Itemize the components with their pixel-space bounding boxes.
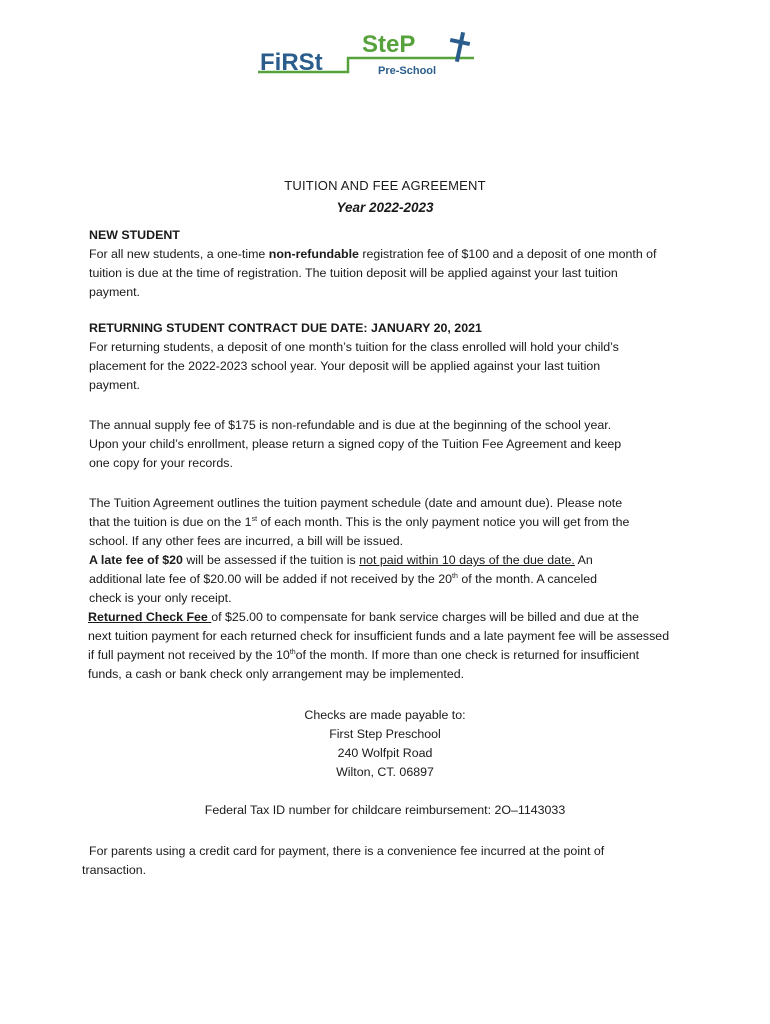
supply-line-1: The annual supply fee of $175 is non-refundable and is due at the beginning of the school year. [89, 418, 612, 432]
late-fee-bold: A late fee of $20 [89, 553, 183, 567]
text-run: of the month. A canceled [457, 572, 598, 586]
text-run: if full payment not received by the 10 [88, 648, 290, 662]
text-run: that the tuition is due on the 1 [89, 515, 252, 529]
credit-card-line-1: For parents using a credit card for payment, there is a convenience fee incurred at the point of [89, 844, 605, 858]
new-student-heading: NEW STUDENT [89, 228, 180, 242]
superscript: th [452, 573, 458, 580]
non-refundable-bold: non-refundable [268, 247, 359, 261]
supply-fee-section [89, 416, 689, 473]
new-student-line-1 [89, 245, 689, 264]
text-run: additional late fee of $20.00 will be added if not received by the 20 [89, 572, 453, 586]
returning-line-2: placement for the 2022-2023 school year. Your deposit will be applied against your last tuition [89, 359, 601, 373]
logo-subtitle: Pre-School [378, 65, 437, 77]
text-run: An [574, 553, 593, 567]
new-student-line-2: tuition is due at the time of registration. The tuition deposit will be applied against your last tuition [89, 266, 618, 280]
text-run: will be assessed if the tuition is [182, 553, 360, 567]
supply-line-2: Upon your child’s enrollment, please return a signed copy of the Tuition Fee Agreement and keep [89, 437, 622, 451]
agreement-line-5 [89, 570, 689, 589]
payee-name: First Step Preschool [329, 727, 441, 741]
late-fee-underline: not paid within 10 days of the due date. [359, 553, 575, 567]
superscript: th [289, 649, 296, 656]
credit-card-section [82, 842, 682, 880]
returned-check-line-4: funds, a cash or bank check only arrangement may be implemented. [88, 667, 465, 681]
text-run: For all new students, a one-time [89, 247, 269, 261]
agreement-line-1: The Tuition Agreement outlines the tuition payment schedule (date and amount due). Please note [89, 496, 623, 510]
late-fee-line [89, 551, 689, 570]
returning-student-section [89, 319, 689, 395]
agreement-line-2 [89, 513, 689, 532]
returned-check-section [88, 608, 688, 684]
text-run: registration fee of $100 and a deposit of one month of [358, 247, 657, 261]
text-run: of the month. If more than one check is returned for insufficient [295, 648, 640, 662]
text-run: of $25.00 to compensate for bank service charges will be billed and due at the [211, 610, 640, 624]
payable-to-block [0, 706, 770, 782]
text-run: of each month. This is the only payment notice you will get from the [257, 515, 630, 529]
logo-word-step: SteP [362, 31, 416, 58]
returned-check-bold: Returned Check Fee [88, 610, 212, 624]
agreement-line-6: check is your only receipt. [89, 591, 232, 605]
tax-id-line: Federal Tax ID number for childcare reimbursement: 2O–1143033 [204, 803, 566, 817]
returning-line-3: payment. [89, 378, 140, 392]
agreement-line-3: school. If any other fees are incurred, a bill will be issued. [89, 534, 404, 548]
payable-to-label: Checks are made payable to: [304, 708, 466, 722]
payee-city: Wilton, CT. 06897 [336, 765, 434, 779]
supply-line-3: one copy for your records. [89, 456, 233, 470]
returned-check-line-3 [88, 646, 688, 665]
new-student-section [89, 226, 689, 302]
document-year: Year 2022-2023 [336, 200, 434, 215]
returned-check-line-1 [88, 608, 688, 627]
credit-card-line-2: transaction. [82, 863, 147, 877]
payee-street: 240 Wolfpit Road [337, 746, 433, 760]
superscript: st [251, 516, 258, 523]
agreement-section [89, 494, 689, 608]
new-student-line-3: payment. [89, 285, 140, 299]
returned-check-line-2: next tuition payment for each returned check for insufficient funds and a late payment fee will be assessed [88, 629, 670, 643]
logo-word-first: FiRSt [260, 49, 323, 76]
document-title: TUITION AND FEE AGREEMENT [284, 178, 486, 193]
returning-student-heading: RETURNING STUDENT CONTRACT DUE DATE: JANUARY 20, 2021 [89, 321, 482, 335]
returning-line-1: For returning students, a deposit of one month’s tuition for the class enrolled will hold your child’s [89, 340, 619, 354]
